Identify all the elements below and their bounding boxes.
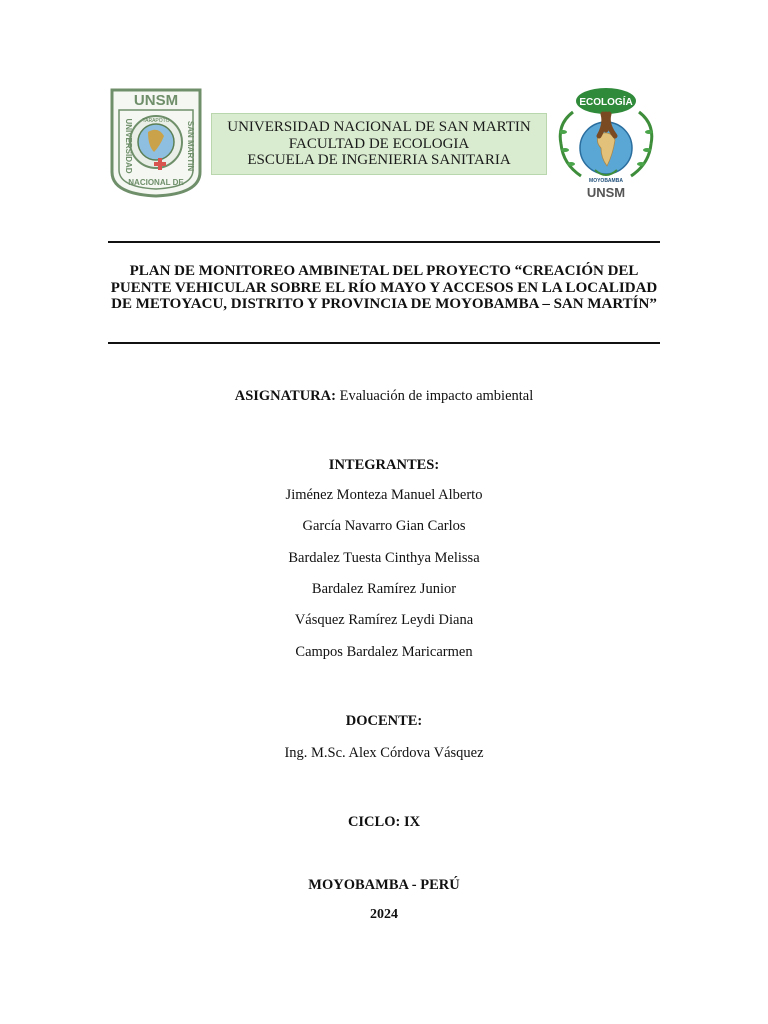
logo-top-text: ECOLOGÍA — [579, 97, 633, 108]
subject-value: Evaluación de impacto ambiental — [339, 388, 534, 404]
teacher-heading: DOCENTE: — [345, 713, 423, 729]
member-name: Vásquez Ramírez Leydi Diana — [294, 612, 474, 628]
seal-bottom-text: NACIONAL DE — [128, 178, 184, 187]
member-name: Bardalez Ramírez Junior — [311, 581, 457, 597]
cycle-value: IX — [403, 814, 421, 830]
subject-label: ASIGNATURA: — [234, 388, 336, 404]
seal-top-text: UNSM — [133, 92, 179, 109]
school-name: ESCUELA DE INGENIERIA SANITARIA — [247, 152, 511, 169]
faculty-name: FACULTAD DE ECOLOGIA — [288, 135, 470, 152]
teacher-name: Ing. M.Sc. Alex Córdova Vásquez — [284, 745, 484, 761]
seal-right-text: SAN MARTIN — [186, 120, 195, 172]
member-name: Jiménez Monteza Manuel Alberto — [285, 487, 483, 503]
subject-line — [0, 388, 768, 405]
seal-inner-text: TARAPOTO — [142, 118, 170, 124]
project-title: PLAN DE MONITOREO AMBINETAL DEL PROYECTO “CREACIÓN DEL PUENTE VEHICULAR SOBRE EL RÍO MAYO Y ACCESOS EN LA LOCALIDAD DE METOYACU, DISTRITO Y PROVINCIA DE MOYOBAMBA – SAN MARTÍN” — [110, 263, 658, 312]
cycle-label: CICLO: — [347, 814, 401, 830]
member-name: Bardalez Tuesta Cinthya Melissa — [288, 550, 480, 566]
logo-footer-text: UNSM — [586, 185, 626, 200]
year-line: 2024 — [370, 907, 398, 922]
university-name: UNIVERSIDAD NACIONAL DE SAN MARTIN — [227, 119, 531, 136]
logo-bottom-text: MOYOBAMBA — [589, 178, 623, 184]
member-name: Campos Bardalez Maricarmen — [295, 644, 473, 660]
ecology-faculty-logo-icon — [553, 84, 659, 202]
university-seal-icon — [108, 86, 204, 198]
institution-header-box — [211, 113, 547, 175]
title-top-rule — [108, 241, 660, 243]
cycle-line — [0, 814, 768, 831]
member-name: García Navarro Gian Carlos — [302, 518, 466, 534]
place-line: MOYOBAMBA - PERÚ — [308, 877, 460, 893]
members-heading: INTEGRANTES: — [328, 457, 440, 473]
seal-left-text: UNIVERSIDAD — [124, 118, 133, 174]
title-bottom-rule — [108, 342, 660, 344]
